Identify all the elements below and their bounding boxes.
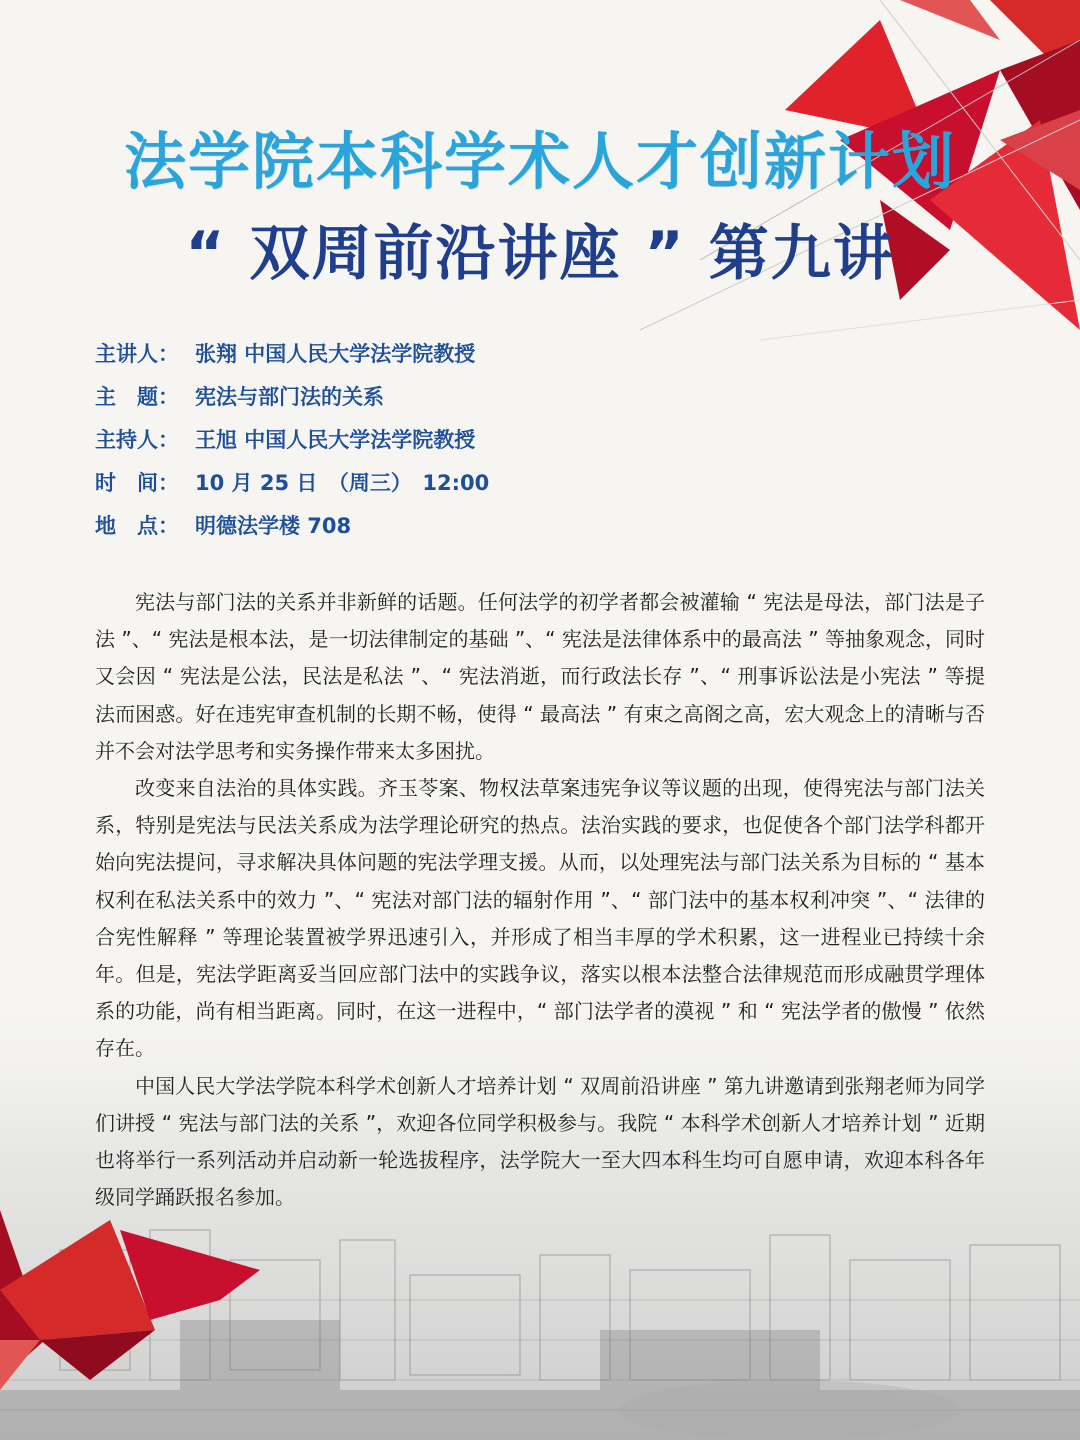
info-label: 地 点： <box>95 514 179 538</box>
info-row-speaker <box>95 338 895 381</box>
info-value: 明德法学楼 708 <box>195 514 352 538</box>
poster-title-line1: 法学院本科学术人才创新计划 <box>123 125 956 198</box>
info-row-location <box>95 510 895 553</box>
info-label: 时 间： <box>95 471 179 495</box>
info-label: 主讲人： <box>95 342 179 366</box>
info-label: 主持人： <box>95 428 179 452</box>
info-row-time <box>95 467 895 510</box>
poster-title-line2: “ 双周前沿讲座 ” 第九讲 <box>185 219 895 289</box>
description-paragraph-1: 宪法与部门法的关系并非新鲜的话题。任何法学的初学者都会被灌输 “ 宪法是母法，部门法是子法 ”、“ 宪法是根本法，是一切法律制定的基础 ”、“ 宪法是法律体系中的最高法 ” 等抽象观念，同时又会因 “ 宪法是公法，民法是私法 ”、“ 宪法消逝，而行政法长存 ”、“ 刑事诉讼法是小宪法 ” 等提法而困惑。好在违宪审查机制的长期不畅，使得 “ 最高法 ” 有束之高阁之高，宏大观念上的清晰与否并不会对法学思考和实务操作带来太多困扰。 <box>95 590 985 763</box>
info-value: 10 月 25 日 （周三） 12:00 <box>195 471 490 495</box>
info-value: 王旭 中国人民大学法学院教授 <box>195 428 476 452</box>
info-row-topic <box>95 381 895 424</box>
lecture-description <box>95 584 985 1216</box>
lecture-info-block <box>95 338 895 553</box>
info-label: 主 题： <box>95 385 179 409</box>
description-paragraph-3: 中国人民大学法学院本科学术创新人才培养计划 “ 双周前沿讲座 ” 第九讲邀请到张翔老师为同学们讲授 “ 宪法与部门法的关系 ”，欢迎各位同学积极参与。我院 “ 本科学术创新人才培养计划 ” 近期也将举行一系列活动并启动新一轮选拔程序，法学院大一至大四本科生均可自愿申请，欢迎本科各年级同学踊跃报名参加。 <box>95 1073 985 1210</box>
description-paragraph-2: 改变来自法治的具体实践。齐玉苓案、物权法草案违宪争议等议题的出现，使得宪法与部门法关系，特别是宪法与民法关系成为法学理论研究的热点。法治实践的要求，也促使各个部门法学科都开始向宪法提问，寻求解决具体问题的宪法学理支援。从而，以处理宪法与部门法关系为目标的 “ 基本权利在私法关系中的效力 ”、“ 宪法对部门法的辐射作用 ”、“ 部门法中的基本权利冲突 ”、“ 法律的合宪性解释 ” 等理论装置被学界迅速引入，并形成了相当丰厚的学术积累，这一进程业已持续十余年。但是，宪法学距离妥当回应部门法中的实践争议，落实以根本法整合法律规范而形成融贯学理体系的功能，尚有相当距离。同时，在这一进程中，“ 部门法学者的漠视 ” 和 “ 宪法学者的傲慢 ” 依然存在。 <box>95 776 985 1061</box>
info-row-host <box>95 424 895 467</box>
info-value: 宪法与部门法的关系 <box>195 385 384 409</box>
info-value: 张翔 中国人民大学法学院教授 <box>195 342 476 366</box>
